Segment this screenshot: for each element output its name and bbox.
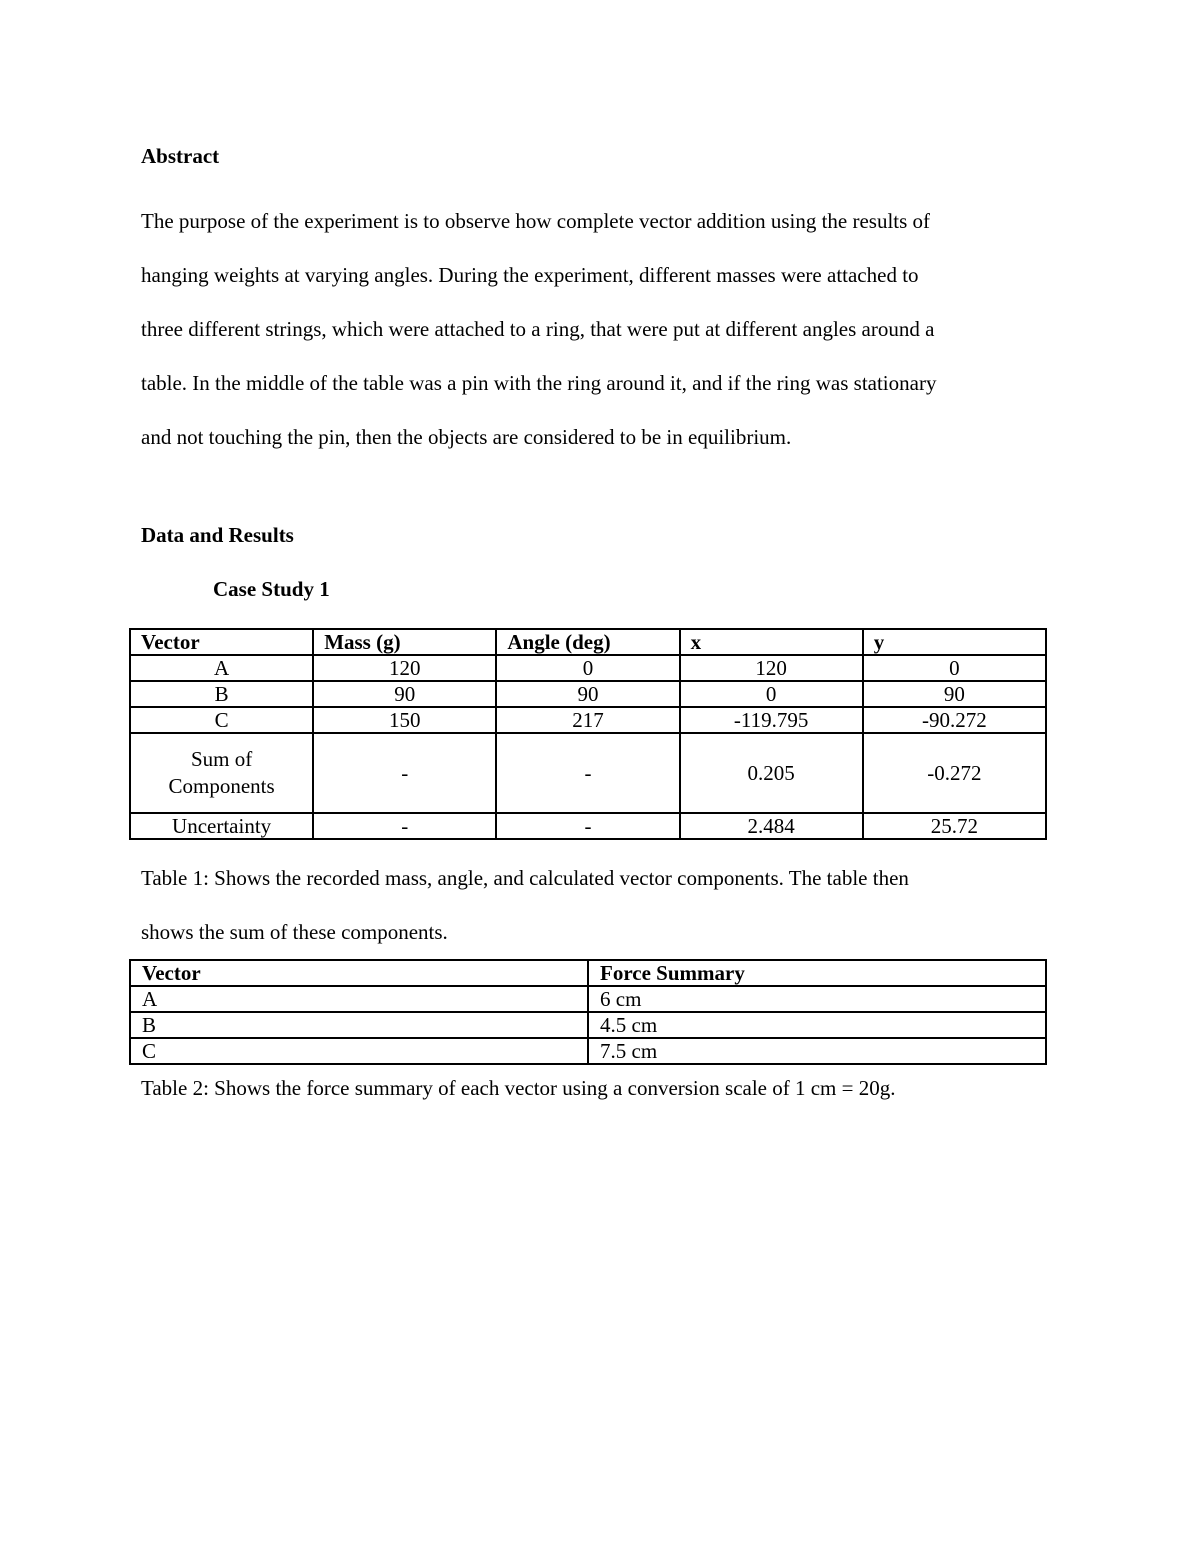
table-cell: -119.795 bbox=[680, 707, 863, 733]
table-cell: 120 bbox=[680, 655, 863, 681]
abstract-line: hanging weights at varying angles. During the experiment, different masses were attached to bbox=[141, 263, 919, 287]
table-cell: 0.205 bbox=[680, 733, 863, 813]
table-cell: - bbox=[496, 813, 679, 839]
table-cell: 0 bbox=[496, 655, 679, 681]
force-summary-table bbox=[129, 959, 1047, 1065]
table-cell: 4.5 cm bbox=[588, 1012, 1046, 1038]
table-cell: A bbox=[130, 655, 313, 681]
table-cell: 25.72 bbox=[863, 813, 1046, 839]
data-results-heading: Data and Results bbox=[141, 523, 294, 547]
table-cell: C bbox=[130, 1038, 588, 1064]
header-cell: Vector bbox=[130, 629, 313, 655]
table-cell: 120 bbox=[313, 655, 496, 681]
sum-of-components-row bbox=[130, 733, 1046, 813]
header-cell: y bbox=[863, 629, 1046, 655]
table-header-row bbox=[130, 960, 1046, 986]
table-cell: A bbox=[130, 986, 588, 1012]
table-cell: 90 bbox=[496, 681, 679, 707]
header-cell: Mass (g) bbox=[313, 629, 496, 655]
table-cell: - bbox=[313, 733, 496, 813]
header-cell: x bbox=[680, 629, 863, 655]
table-row bbox=[130, 655, 1046, 681]
table2-caption: Table 2: Shows the force summary of each vector using a conversion scale of 1 cm = 20g. bbox=[141, 1076, 896, 1100]
table-cell: -90.272 bbox=[863, 707, 1046, 733]
header-cell: Vector bbox=[130, 960, 588, 986]
table-row bbox=[130, 1038, 1046, 1064]
table-cell: - bbox=[313, 813, 496, 839]
table-cell: C bbox=[130, 707, 313, 733]
table1-caption bbox=[141, 851, 1047, 959]
table-cell: 90 bbox=[313, 681, 496, 707]
abstract-line: three different strings, which were attached to a ring, that were put at different angles around a bbox=[141, 317, 935, 341]
data-results-section bbox=[141, 519, 1047, 605]
table-cell: Uncertainty bbox=[130, 813, 313, 839]
table-cell: B bbox=[130, 681, 313, 707]
table-cell: 6 cm bbox=[588, 986, 1046, 1012]
table-cell: 2.484 bbox=[680, 813, 863, 839]
caption-line: shows the sum of these components. bbox=[141, 920, 448, 944]
sum-label-cell bbox=[130, 733, 313, 813]
abstract-line: The purpose of the experiment is to observe how complete vector addition using the results of bbox=[141, 209, 931, 233]
abstract-line: and not touching the pin, then the objects are considered to be in equilibrium. bbox=[141, 425, 792, 449]
sum-label-line1: Sum of bbox=[190, 747, 253, 771]
table-cell: 7.5 cm bbox=[588, 1038, 1046, 1064]
abstract-section bbox=[141, 140, 1047, 464]
table-row bbox=[130, 681, 1046, 707]
table-cell: 217 bbox=[496, 707, 679, 733]
table-header-row bbox=[130, 629, 1046, 655]
table-row bbox=[130, 1012, 1046, 1038]
table-row bbox=[130, 707, 1046, 733]
abstract-heading: Abstract bbox=[141, 144, 220, 168]
table-cell: 0 bbox=[680, 681, 863, 707]
caption-line: Table 1: Shows the recorded mass, angle, and calculated vector components. The table then bbox=[141, 866, 909, 890]
table-cell: 150 bbox=[313, 707, 496, 733]
abstract-paragraph bbox=[141, 194, 1047, 464]
table-cell: 0 bbox=[863, 655, 1046, 681]
table-cell: B bbox=[130, 1012, 588, 1038]
sum-label-line2: Components bbox=[168, 774, 275, 798]
table-row bbox=[130, 986, 1046, 1012]
vector-components-table bbox=[129, 628, 1047, 840]
case-study-heading: Case Study 1 bbox=[213, 577, 330, 601]
table-cell: 90 bbox=[863, 681, 1046, 707]
header-cell: Force Summary bbox=[588, 960, 1046, 986]
table-cell: - bbox=[496, 733, 679, 813]
abstract-line: table. In the middle of the table was a pin with the ring around it, and if the ring was stationary bbox=[141, 371, 937, 395]
uncertainty-row bbox=[130, 813, 1046, 839]
header-cell: Angle (deg) bbox=[496, 629, 679, 655]
table-cell: -0.272 bbox=[863, 733, 1046, 813]
